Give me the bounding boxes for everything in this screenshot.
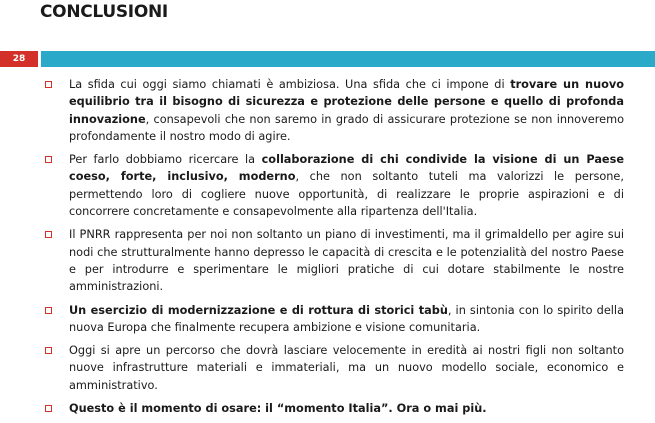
square-bullet-icon xyxy=(45,81,52,88)
header-bar xyxy=(41,51,655,67)
bullet-text-part: Il PNRR rappresenta per noi non soltanto un piano di investimenti, ma il grimaldello per agire sui nodi che strutturalmente hanno depresso le capacità di crescita e le potenzialità del nostro Paese e per introdurre e sperimentare le migliori pratiche di cui dotare stabilmente le nostre amministrazioni. xyxy=(69,228,624,294)
square-bullet-icon xyxy=(45,405,52,412)
bullet-text-part: , consapevoli che non saremo in grado di assicurare protezione se non innoveremo profondamente il nostro modo di agire. xyxy=(69,112,624,143)
bullet-text-part: La sfida cui oggi siamo chiamati è ambiziosa. Una sfida che ci impone di xyxy=(69,78,511,91)
square-bullet-icon xyxy=(45,231,52,238)
bullet-text-part: , in sintonia con lo spirito della nuova Europa che finalmente recupera ambizione e visione comunitaria. xyxy=(69,303,624,334)
bullet-text-bold: trovare un nuovo equilibrio tra il bisogno di sicurezza e protezione delle persone e quello di profonda innovazione xyxy=(69,78,625,126)
square-bullet-icon xyxy=(45,347,52,354)
page-number-badge: 28 xyxy=(0,51,38,67)
bullet-list xyxy=(44,76,624,423)
square-bullet-icon xyxy=(45,156,52,163)
bullet-text-part: Per farlo dobbiamo ricercare la xyxy=(69,153,262,167)
bullet-item xyxy=(44,151,624,220)
square-bullet-icon xyxy=(45,307,52,314)
bullet-text-bold: Questo è il momento di osare: il “momento Italia”. Ora o mai più. xyxy=(69,402,487,416)
bullet-text-part: , che non soltanto tuteli ma valorizzi le persone, permettendo loro di cogliere nuove opportunità, di realizzare le proprie aspirazioni e di concorrere concretamente e consapevolmente alla ripartenza dell'Italia. xyxy=(69,170,624,219)
bullet-item xyxy=(44,342,624,394)
bullet-text-part: Oggi si apre un percorso che dovrà lasciare velocemente in eredità ai nostri figli non soltanto nuove infrastrutture materiali e immateriali, ma un nuovo modello sociale, economico e amministrativo. xyxy=(69,344,624,392)
page-title: CONCLUSIONI xyxy=(40,2,168,22)
bullet-item xyxy=(44,76,624,145)
bullet-text-bold: collaborazione di chi condivide la visione di un Paese coeso, forte, inclusivo, moderno xyxy=(69,153,624,184)
bullet-item xyxy=(44,302,624,337)
bullet-item xyxy=(44,400,624,417)
bullet-text-bold: Un esercizio di modernizzazione e di rottura di storici tabù xyxy=(69,303,448,317)
bullet-item xyxy=(44,226,624,295)
